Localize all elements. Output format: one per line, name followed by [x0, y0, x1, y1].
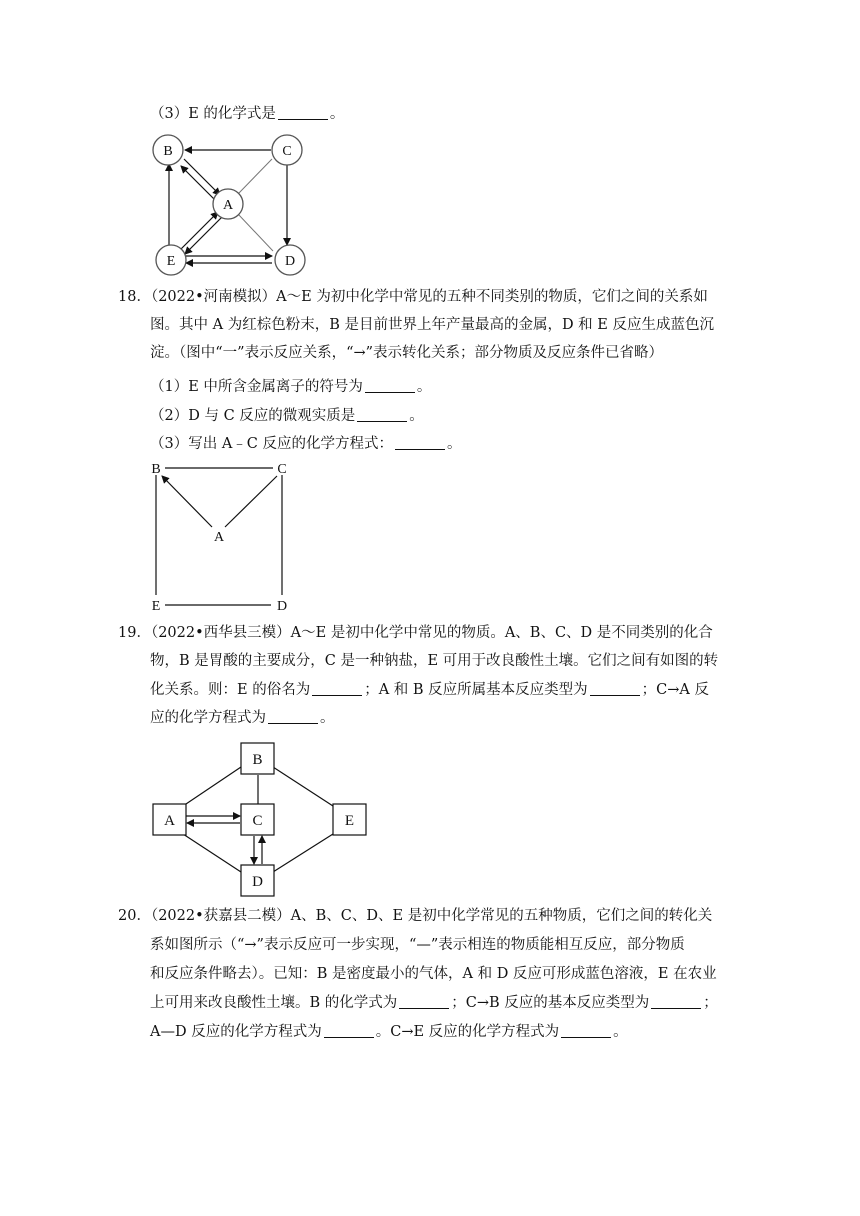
answer-blank[interactable] [278, 105, 328, 120]
answer-blank[interactable] [590, 681, 640, 696]
q17-diagram [140, 130, 320, 280]
answer-blank[interactable] [561, 1023, 611, 1038]
q19-line2: 物，B 是胃酸的主要成分，C 是一种钠盐，E 可用于改良酸性土壤。它们之间有如图的转 [150, 653, 719, 669]
node-e: E [151, 599, 161, 614]
answer-blank[interactable] [324, 1023, 374, 1038]
q20-line1: 20．（2022•获嘉县二模）A、B、C、D、E 是初中化学常见的五种物质，它们之间的转化关 [118, 908, 713, 924]
answer-blank[interactable] [395, 435, 445, 450]
q19-line1: 19．（2022•西华县三模）A～E 是初中化学中常见的物质。A、B、C、D 是不同类别的化合 [118, 625, 713, 641]
node-b: B [151, 462, 161, 477]
answer-blank[interactable] [268, 709, 318, 724]
q18-part1: （1）E 中所含金属离子的符号为 。 [150, 379, 432, 395]
q18-line2: 图。其中 A 为红棕色粉末，B 是目前世界上年产量最高的金属，D 和 E 反应生成蓝色沉 [150, 317, 714, 333]
node-c: C [277, 462, 287, 477]
q18-part2: （2）D 与 C 反应的微观实质是 。 [150, 408, 424, 424]
svg-text:E: E [166, 254, 176, 269]
svg-text:A: A [222, 198, 234, 213]
svg-text:D: D [284, 254, 296, 269]
q18-part3: （3）写出 A﹣C 反应的化学方程式： 。 [150, 436, 462, 452]
node-c [272, 135, 302, 165]
node-d [275, 245, 305, 275]
node-a [213, 189, 243, 219]
q20-line5: A—D 反应的化学方程式为 。C→E 反应的化学方程式为 。 [150, 1024, 628, 1040]
answer-blank[interactable] [399, 994, 449, 1009]
svg-text:A: A [164, 813, 175, 829]
node-d: D [276, 599, 288, 614]
node-a [153, 804, 186, 835]
answer-blank[interactable] [357, 407, 407, 422]
svg-text:D: D [252, 874, 263, 890]
q18-line3: 淀。（图中“一”表示反应关系，“→”表示转化关系；部分物质及反应条件已省略） [150, 345, 664, 361]
svg-text:C: C [282, 144, 292, 159]
node-e [333, 804, 366, 835]
svg-text:B: B [163, 144, 173, 159]
node-e [156, 245, 186, 275]
answer-blank[interactable] [365, 378, 415, 393]
svg-text:E: E [344, 813, 355, 829]
q19-line4: 应的化学方程式为 。 [150, 710, 335, 726]
q20-line4: 上可用来改良酸性土壤。B 的化学式为 ；C→B 反应的基本反应类型为 ； [150, 995, 718, 1011]
node-a: A [213, 530, 225, 545]
answer-blank[interactable] [312, 681, 362, 696]
node-c [241, 804, 274, 835]
q17-part3: （3）E 的化学式是 。 [150, 106, 345, 122]
svg-text:B: B [252, 752, 263, 768]
answer-blank[interactable] [651, 994, 701, 1009]
q18-diagram [145, 455, 295, 615]
q19-line3: 化关系。则：E 的俗名为 ；A 和 B 反应所属基本反应类型为 ；C→A 反 [150, 682, 709, 698]
q18-line1: 18．（2022•河南模拟）A～E 为初中化学中常见的五种不同类别的物质，它们之间的关系如 [118, 289, 708, 305]
svg-text:C: C [252, 813, 263, 829]
node-b [241, 743, 274, 774]
q20-line2: 系如图所示（“→”表示反应可一步实现，“—”表示相连的物质能相互反应，部分物质 [150, 937, 685, 953]
node-d [241, 865, 274, 896]
q20-line3: 和反应条件略去）。已知：B 是密度最小的气体，A 和 D 反应可形成蓝色溶液，E 在农业 [150, 966, 717, 982]
node-b [153, 135, 183, 165]
q19-diagram [150, 740, 370, 900]
